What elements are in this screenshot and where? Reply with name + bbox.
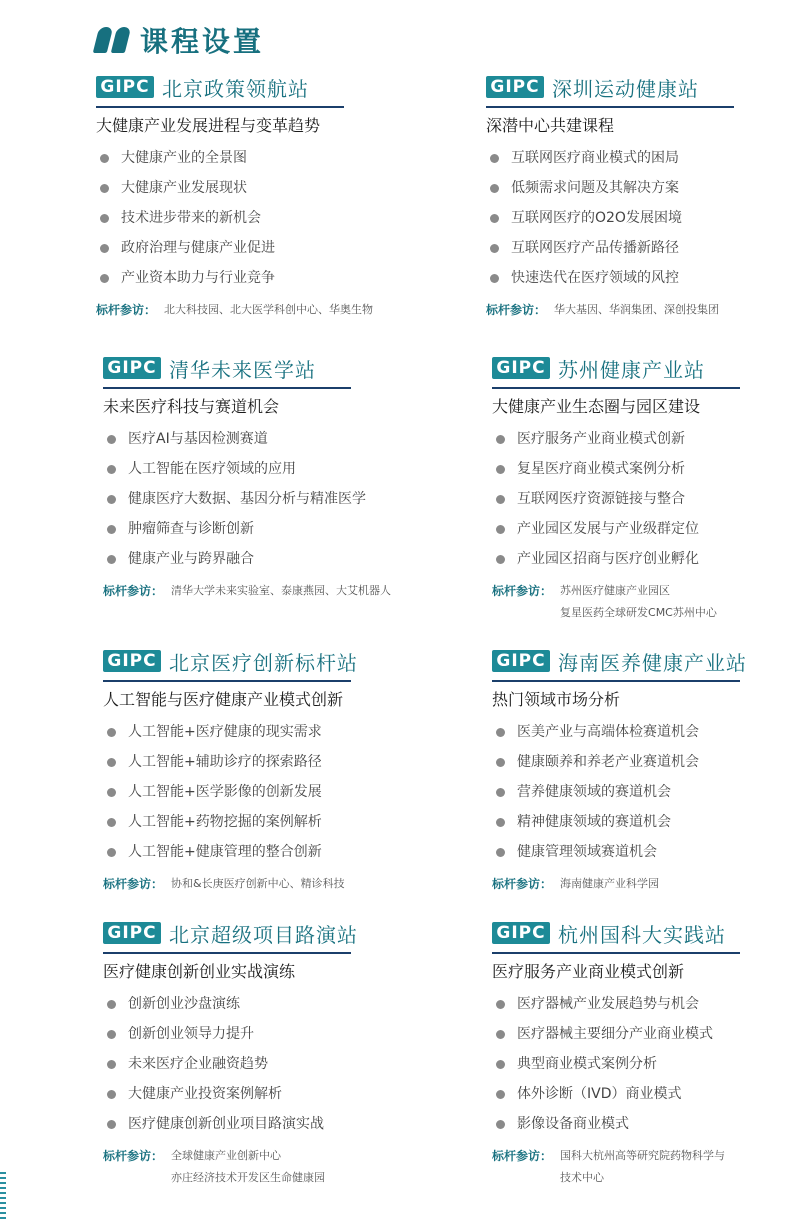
bullet-dot-icon (490, 274, 499, 283)
topic-text: 快速迭代在医疗领域的风控 (511, 270, 679, 286)
topic-text: 营养健康领域的赛道机会 (517, 784, 671, 800)
topic-text: 影像设备商业模式 (517, 1116, 629, 1132)
side-stripe-decoration (0, 1172, 6, 1222)
topic-text: 互联网医疗的O2O发展困境 (511, 210, 682, 226)
benchmark-site: 复星医药全球研发CMC苏州中心 (560, 606, 717, 619)
course-topic-list (492, 989, 800, 1139)
course-title: 医疗健康创新创业实战演练 (103, 962, 296, 981)
bullet-dot-icon (496, 818, 505, 827)
benchmark-site: 协和&长庚医疗创新中心、精诊科技 (171, 877, 345, 890)
benchmark-site: 北大科技园、北大医学科创中心、华奥生物 (164, 303, 374, 316)
course-topic-list (492, 717, 800, 867)
bullet-dot-icon (107, 1000, 116, 1009)
topic-text: 健康产业与跨界融合 (128, 551, 254, 567)
course-title: 大健康产业发展进程与变革趋势 (96, 116, 321, 135)
bullet-dot-icon (496, 435, 505, 444)
benchmark-visit (486, 299, 800, 321)
topic-text: 医疗器械主要细分产业商业模式 (517, 1026, 713, 1042)
bullet-dot-icon (107, 465, 116, 474)
bullet-dot-icon (496, 758, 505, 767)
course-title: 热门领域市场分析 (492, 690, 621, 709)
benchmark-visit (103, 580, 433, 602)
station-header (492, 646, 800, 676)
bullet-dot-icon (107, 788, 116, 797)
bullet-dot-icon (496, 848, 505, 857)
gipc-logo: GIPC (492, 650, 550, 672)
benchmark-site: 苏州医疗健康产业园区 (560, 584, 671, 597)
list-item (486, 263, 800, 293)
benchmark-sites (171, 873, 345, 895)
list-item (103, 544, 433, 574)
bullet-dot-icon (107, 1090, 116, 1099)
bullet-dot-icon (496, 525, 505, 534)
bullet-dot-icon (107, 1120, 116, 1129)
station-divider (492, 387, 740, 389)
topic-text: 典型商业模式案例分析 (517, 1056, 657, 1072)
topic-text: 互联网医疗产品传播新路径 (511, 240, 679, 256)
station-name: 北京超级项目路演站 (169, 922, 358, 947)
benchmark-label: 标杆参访： (103, 584, 164, 598)
topic-text: 创新创业沙盘演练 (128, 996, 240, 1012)
station-header (486, 72, 800, 102)
topic-text: 健康管理领域赛道机会 (517, 844, 657, 860)
topic-text: 医疗服务产业商业模式创新 (517, 431, 685, 447)
list-item (486, 173, 800, 203)
topic-text: 人工智能+辅助诊疗的探索路径 (128, 754, 322, 770)
list-item (103, 1019, 433, 1049)
bullet-dot-icon (100, 214, 109, 223)
topic-text: 医疗健康创新创业项目路演实战 (128, 1116, 324, 1132)
benchmark-site: 全球健康产业创新中心 (171, 1149, 282, 1162)
topic-text: 人工智能在医疗领域的应用 (128, 461, 296, 477)
station-divider (103, 387, 351, 389)
benchmark-label: 标杆参访： (103, 877, 164, 891)
list-item (492, 1079, 800, 1109)
topic-text: 肿瘤筛查与诊断创新 (128, 521, 254, 537)
benchmark-visit (492, 580, 800, 624)
benchmark-label: 标杆参访： (492, 584, 553, 598)
station-block (103, 918, 433, 1189)
topic-text: 大健康产业投资案例解析 (128, 1086, 282, 1102)
list-item (103, 777, 433, 807)
station-header (103, 353, 433, 383)
benchmark-label: 标杆参访： (96, 303, 157, 317)
station-divider (96, 106, 344, 108)
station-header (96, 72, 426, 102)
list-item (492, 1049, 800, 1079)
list-item (492, 717, 800, 747)
bullet-dot-icon (490, 184, 499, 193)
list-item (103, 1079, 433, 1109)
topic-text: 互联网医疗商业模式的困局 (511, 150, 679, 166)
station-block (492, 646, 800, 895)
bullet-dot-icon (100, 274, 109, 283)
gipc-logo: GIPC (103, 650, 161, 672)
topic-text: 健康医疗大数据、基因分析与精准医学 (128, 491, 366, 507)
benchmark-label: 标杆参访： (492, 1149, 553, 1163)
topic-text: 技术进步带来的新机会 (121, 210, 261, 226)
course-title: 人工智能与医疗健康产业模式创新 (103, 690, 344, 709)
gipc-logo: GIPC (492, 357, 550, 379)
station-header (492, 353, 800, 383)
bullet-dot-icon (496, 728, 505, 737)
course-title: 未来医疗科技与赛道机会 (103, 397, 280, 416)
bullet-dot-icon (496, 1090, 505, 1099)
bullet-dot-icon (107, 435, 116, 444)
benchmark-sites (560, 580, 717, 624)
topic-text: 复星医疗商业模式案例分析 (517, 461, 685, 477)
benchmark-site: 国科大杭州高等研究院药物科学与 (560, 1149, 726, 1162)
list-item (492, 424, 800, 454)
benchmark-label: 标杆参访： (103, 1149, 164, 1163)
bullet-dot-icon (496, 555, 505, 564)
list-item (103, 514, 433, 544)
list-item (103, 717, 433, 747)
bullet-dot-icon (107, 525, 116, 534)
list-item (492, 777, 800, 807)
list-item (103, 1049, 433, 1079)
list-item (96, 233, 426, 263)
gipc-logo: GIPC (96, 76, 154, 98)
bullet-dot-icon (496, 1000, 505, 1009)
benchmark-site: 亦庄经济技术开发区生命健康园 (171, 1171, 326, 1184)
bullet-dot-icon (107, 495, 116, 504)
topic-text: 医疗器械产业发展趋势与机会 (517, 996, 699, 1012)
benchmark-sites (171, 1145, 325, 1189)
quote-mark-icon (96, 27, 128, 53)
list-item (96, 173, 426, 203)
list-item (103, 807, 433, 837)
bullet-dot-icon (496, 465, 505, 474)
list-item (486, 233, 800, 263)
station-divider (103, 680, 351, 682)
bullet-dot-icon (107, 1060, 116, 1069)
topic-text: 产业资本助力与行业竞争 (121, 270, 275, 286)
benchmark-sites (171, 580, 391, 602)
gipc-logo: GIPC (103, 922, 161, 944)
topic-text: 人工智能+医疗健康的现实需求 (128, 724, 322, 740)
page-heading (96, 20, 264, 60)
topic-text: 产业园区发展与产业级群定位 (517, 521, 699, 537)
list-item (492, 1019, 800, 1049)
course-topic-list (103, 717, 433, 867)
topic-text: 健康颐养和养老产业赛道机会 (517, 754, 699, 770)
topic-text: 医美产业与高端体检赛道机会 (517, 724, 699, 740)
list-item (492, 544, 800, 574)
benchmark-site: 技术中心 (560, 1171, 605, 1184)
bullet-dot-icon (490, 214, 499, 223)
station-name: 清华未来医学站 (169, 357, 316, 382)
course-topic-list (103, 424, 433, 574)
list-item (103, 989, 433, 1019)
gipc-logo: GIPC (492, 922, 550, 944)
topic-text: 大健康产业的全景图 (121, 150, 247, 166)
bullet-dot-icon (490, 154, 499, 163)
gipc-logo: GIPC (486, 76, 544, 98)
station-divider (103, 952, 351, 954)
list-item (492, 484, 800, 514)
bullet-dot-icon (496, 1120, 505, 1129)
topic-text: 创新创业领导力提升 (128, 1026, 254, 1042)
station-name: 北京医疗创新标杆站 (169, 650, 358, 675)
course-title: 医疗服务产业商业模式创新 (492, 962, 685, 981)
list-item (103, 484, 433, 514)
topic-text: 政府治理与健康产业促进 (121, 240, 275, 256)
list-item (103, 1109, 433, 1139)
station-name: 北京政策领航站 (162, 76, 309, 101)
bullet-dot-icon (107, 1030, 116, 1039)
bullet-dot-icon (496, 1060, 505, 1069)
bullet-dot-icon (496, 495, 505, 504)
list-item (486, 143, 800, 173)
station-block (103, 646, 433, 895)
course-topic-list (96, 143, 426, 293)
list-item (103, 424, 433, 454)
topic-text: 产业园区招商与医疗创业孵化 (517, 551, 699, 567)
station-name: 杭州国科大实践站 (558, 922, 726, 947)
station-block (492, 918, 800, 1189)
station-divider (492, 680, 740, 682)
topic-text: 低频需求问题及其解决方案 (511, 180, 679, 196)
station-block (486, 72, 800, 321)
station-divider (492, 952, 740, 954)
topic-text: 互联网医疗资源链接与整合 (517, 491, 685, 507)
topic-text: 人工智能+药物挖掘的案例解析 (128, 814, 322, 830)
benchmark-label: 标杆参访： (492, 877, 553, 891)
station-block (96, 72, 426, 321)
benchmark-visit (492, 1145, 800, 1189)
page-title: 课程设置 (140, 25, 265, 58)
list-item (492, 837, 800, 867)
station-name: 深圳运动健康站 (552, 76, 699, 101)
benchmark-label: 标杆参访： (486, 303, 547, 317)
list-item (492, 747, 800, 777)
list-item (492, 514, 800, 544)
bullet-dot-icon (107, 728, 116, 737)
bullet-dot-icon (107, 848, 116, 857)
station-divider (486, 106, 734, 108)
station-header (492, 918, 800, 948)
list-item (96, 203, 426, 233)
bullet-dot-icon (496, 788, 505, 797)
benchmark-site: 海南健康产业科学园 (560, 877, 660, 890)
list-item (103, 454, 433, 484)
list-item (492, 989, 800, 1019)
station-name: 海南医养健康产业站 (558, 650, 747, 675)
benchmark-sites (560, 873, 659, 895)
course-topic-list (103, 989, 433, 1139)
topic-text: 精神健康领域的赛道机会 (517, 814, 671, 830)
benchmark-visit (492, 873, 800, 895)
station-header (103, 918, 433, 948)
list-item (492, 454, 800, 484)
list-item (103, 747, 433, 777)
station-block (492, 353, 800, 624)
topic-text: 未来医疗企业融资趋势 (128, 1056, 268, 1072)
bullet-dot-icon (107, 758, 116, 767)
topic-text: 大健康产业发展现状 (121, 180, 247, 196)
course-topic-list (486, 143, 800, 293)
station-block (103, 353, 433, 602)
bullet-dot-icon (107, 818, 116, 827)
topic-text: 医疗AI与基因检测赛道 (128, 431, 268, 447)
course-title: 大健康产业生态圈与园区建设 (492, 397, 701, 416)
topic-text: 人工智能+医学影像的创新发展 (128, 784, 322, 800)
course-title: 深潜中心共建课程 (486, 116, 615, 135)
bullet-dot-icon (100, 154, 109, 163)
list-item (96, 263, 426, 293)
list-item (103, 837, 433, 867)
gipc-logo: GIPC (103, 357, 161, 379)
topic-text: 人工智能+健康管理的整合创新 (128, 844, 322, 860)
station-header (103, 646, 433, 676)
benchmark-sites (554, 299, 719, 321)
list-item (486, 203, 800, 233)
bullet-dot-icon (100, 184, 109, 193)
station-name: 苏州健康产业站 (558, 357, 705, 382)
topic-text: 体外诊断（IVD）商业模式 (517, 1086, 682, 1102)
bullet-dot-icon (490, 244, 499, 253)
benchmark-visit (103, 1145, 433, 1189)
benchmark-visit (96, 299, 426, 321)
benchmark-site: 华大基因、华润集团、深创投集团 (554, 303, 720, 316)
list-item (492, 807, 800, 837)
benchmark-site: 清华大学未来实验室、泰康燕园、大艾机器人 (171, 584, 392, 597)
benchmark-sites (164, 299, 373, 321)
benchmark-sites (560, 1145, 725, 1189)
list-item (492, 1109, 800, 1139)
bullet-dot-icon (496, 1030, 505, 1039)
course-topic-list (492, 424, 800, 574)
benchmark-visit (103, 873, 433, 895)
bullet-dot-icon (100, 244, 109, 253)
list-item (96, 143, 426, 173)
bullet-dot-icon (107, 555, 116, 564)
